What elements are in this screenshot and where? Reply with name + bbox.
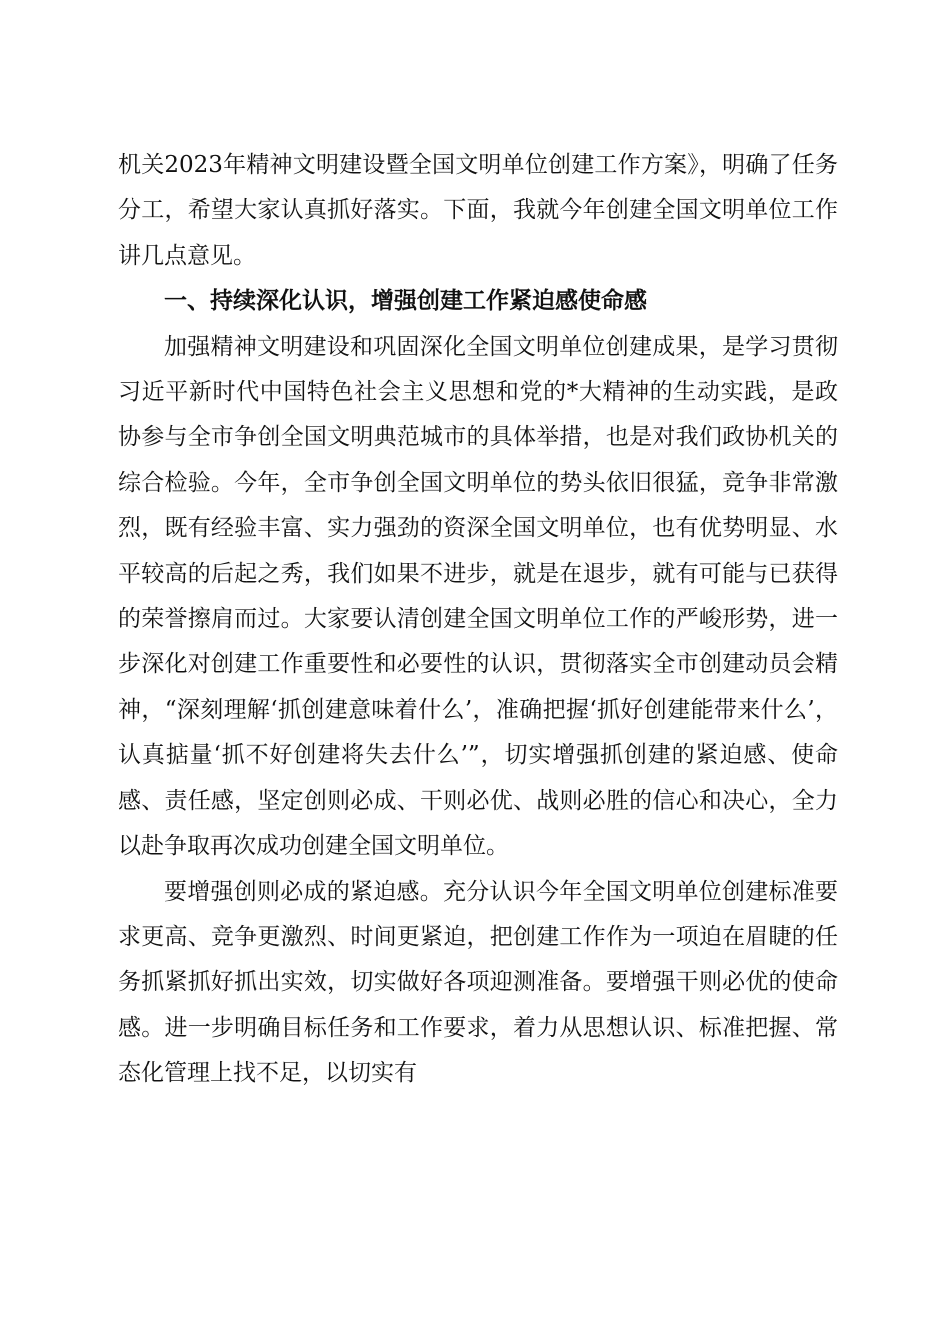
document-body — [118, 143, 838, 1097]
section-heading: 一、持续深化认识，增强创建工作紧迫感使命感 — [164, 288, 647, 315]
body-paragraph: 要增强创则必成的紧迫感。充分认识今年全国文明单位创建标准要求更高、竞争更激烈、时间更紧迫，把创建工作作为一项迫在眉睫的任务抓紧抓好抓出实效，切实做好各项迎测准备。要增强干则必优的使命感。进一步明确目标任务和工作要求，着力从思想认识、标准把握、常态化管理上找不足，以切实有 — [118, 878, 838, 1087]
intro-paragraph: 机关2023年精神文明建设暨全国文明单位创建工作方案》，明确了任务分工，希望大家认真抓好落实。下面，我就今年创建全国文明单位工作讲几点意见。 — [118, 152, 838, 269]
body-paragraph: 加强精神文明建设和巩固深化全国文明单位创建成果，是学习贯彻习近平新时代中国特色社会主义思想和党的*大精神的生动实践，是政协参与全市争创全国文明典范城市的具体举措，也是对我们政协机关的综合检验。今年，全市争创全国文明单位的势头依旧很猛，竞争非常激烈，既有经验丰富、实力强劲的资深全国文明单位，也有优势明显、水平较高的后起之秀，我们如果不进步，就是在退步，就有可能与已获得的荣誉擦肩而过。大家要认清创建全国文明单位工作的严峻形势，进一步深化对创建工作重要性和必要性的认识，贯彻落实全市创建动员会精神，“深刻理解‘抓创建意味着什么’，准确把握‘抓好创建能带来什么’，认真掂量‘抓不好创建将失去什么’”，切实增强抓创建的紧迫感、使命感、责任感，坚定创则必成、干则必优、战则必胜的信心和决心，全力以赴争取再次成功创建全国文明单位。 — [118, 333, 838, 860]
